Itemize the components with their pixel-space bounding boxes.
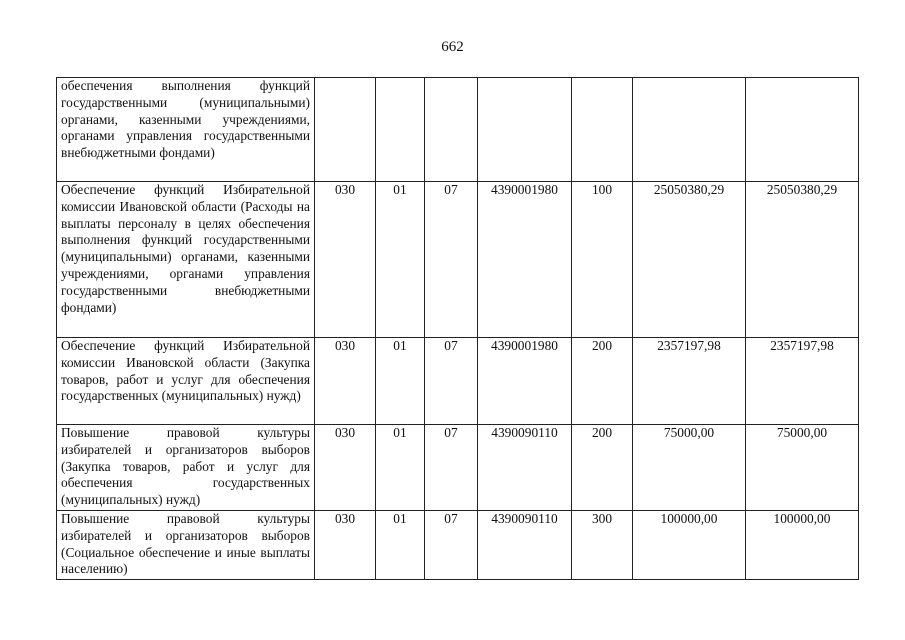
amount-plan-cell: 25050380,29: [633, 182, 746, 338]
target-article-cell: 4390001980: [478, 338, 572, 425]
amount-plan-cell: 100000,00: [633, 511, 746, 580]
table-row: [57, 338, 859, 425]
target-article-cell: 4390090110: [478, 425, 572, 511]
subsection-code-cell: 07: [425, 338, 478, 425]
table-row: [57, 78, 859, 182]
amount-plan-cell: 2357197,98: [633, 338, 746, 425]
ministry-code-cell: [315, 78, 376, 182]
expense-type-cell: [572, 78, 633, 182]
ministry-code-cell: 030: [315, 511, 376, 580]
expense-type-cell: 200: [572, 425, 633, 511]
section-code-cell: [376, 78, 425, 182]
amount-total-cell: 25050380,29: [746, 182, 859, 338]
subsection-code-cell: [425, 78, 478, 182]
subsection-code-cell: 07: [425, 425, 478, 511]
amount-total-cell: 75000,00: [746, 425, 859, 511]
row-description: Обеспечение функций Избирательной комиссии Ивановской области (Расходы на выплаты персоналу в целях обеспечения выполнения функций государственными (муниципальными) органами, казенными учреждениями, органами управления государственными внебюджетными фондами): [57, 182, 315, 338]
ministry-code-cell: 030: [315, 182, 376, 338]
section-code-cell: 01: [376, 182, 425, 338]
expense-type-cell: 200: [572, 338, 633, 425]
budget-table: [56, 77, 859, 580]
row-description: Обеспечение функций Избирательной комиссии Ивановской области (Закупка товаров, работ и услуг для обеспечения государственных (муниципальных) нужд): [57, 338, 315, 425]
ministry-code-cell: 030: [315, 425, 376, 511]
amount-plan-cell: [633, 78, 746, 182]
ministry-code-cell: 030: [315, 338, 376, 425]
table-row: [57, 182, 859, 338]
table-row: [57, 425, 859, 511]
expense-type-cell: 100: [572, 182, 633, 338]
expense-type-cell: 300: [572, 511, 633, 580]
amount-total-cell: 100000,00: [746, 511, 859, 580]
target-article-cell: [478, 78, 572, 182]
section-code-cell: 01: [376, 338, 425, 425]
table-row: [57, 511, 859, 580]
section-code-cell: 01: [376, 425, 425, 511]
row-description: Повышение правовой культуры избирателей и организаторов выборов (Закупка товаров, работ и услуг для обеспечения государственных (муниципальных) нужд): [57, 425, 315, 511]
page-number: 662: [441, 39, 464, 55]
target-article-cell: 4390090110: [478, 511, 572, 580]
section-code-cell: 01: [376, 511, 425, 580]
row-description: Повышение правовой культуры избирателей и организаторов выборов (Социальное обеспечение и иные выплаты населению): [57, 511, 315, 580]
row-description: обеспечения выполнения функций государственными (муниципальными) органами, казенными учреждениями, органами управления государственными внебюджетными фондами): [57, 78, 315, 182]
subsection-code-cell: 07: [425, 511, 478, 580]
amount-total-cell: 2357197,98: [746, 338, 859, 425]
target-article-cell: 4390001980: [478, 182, 572, 338]
subsection-code-cell: 07: [425, 182, 478, 338]
amount-plan-cell: 75000,00: [633, 425, 746, 511]
amount-total-cell: [746, 78, 859, 182]
